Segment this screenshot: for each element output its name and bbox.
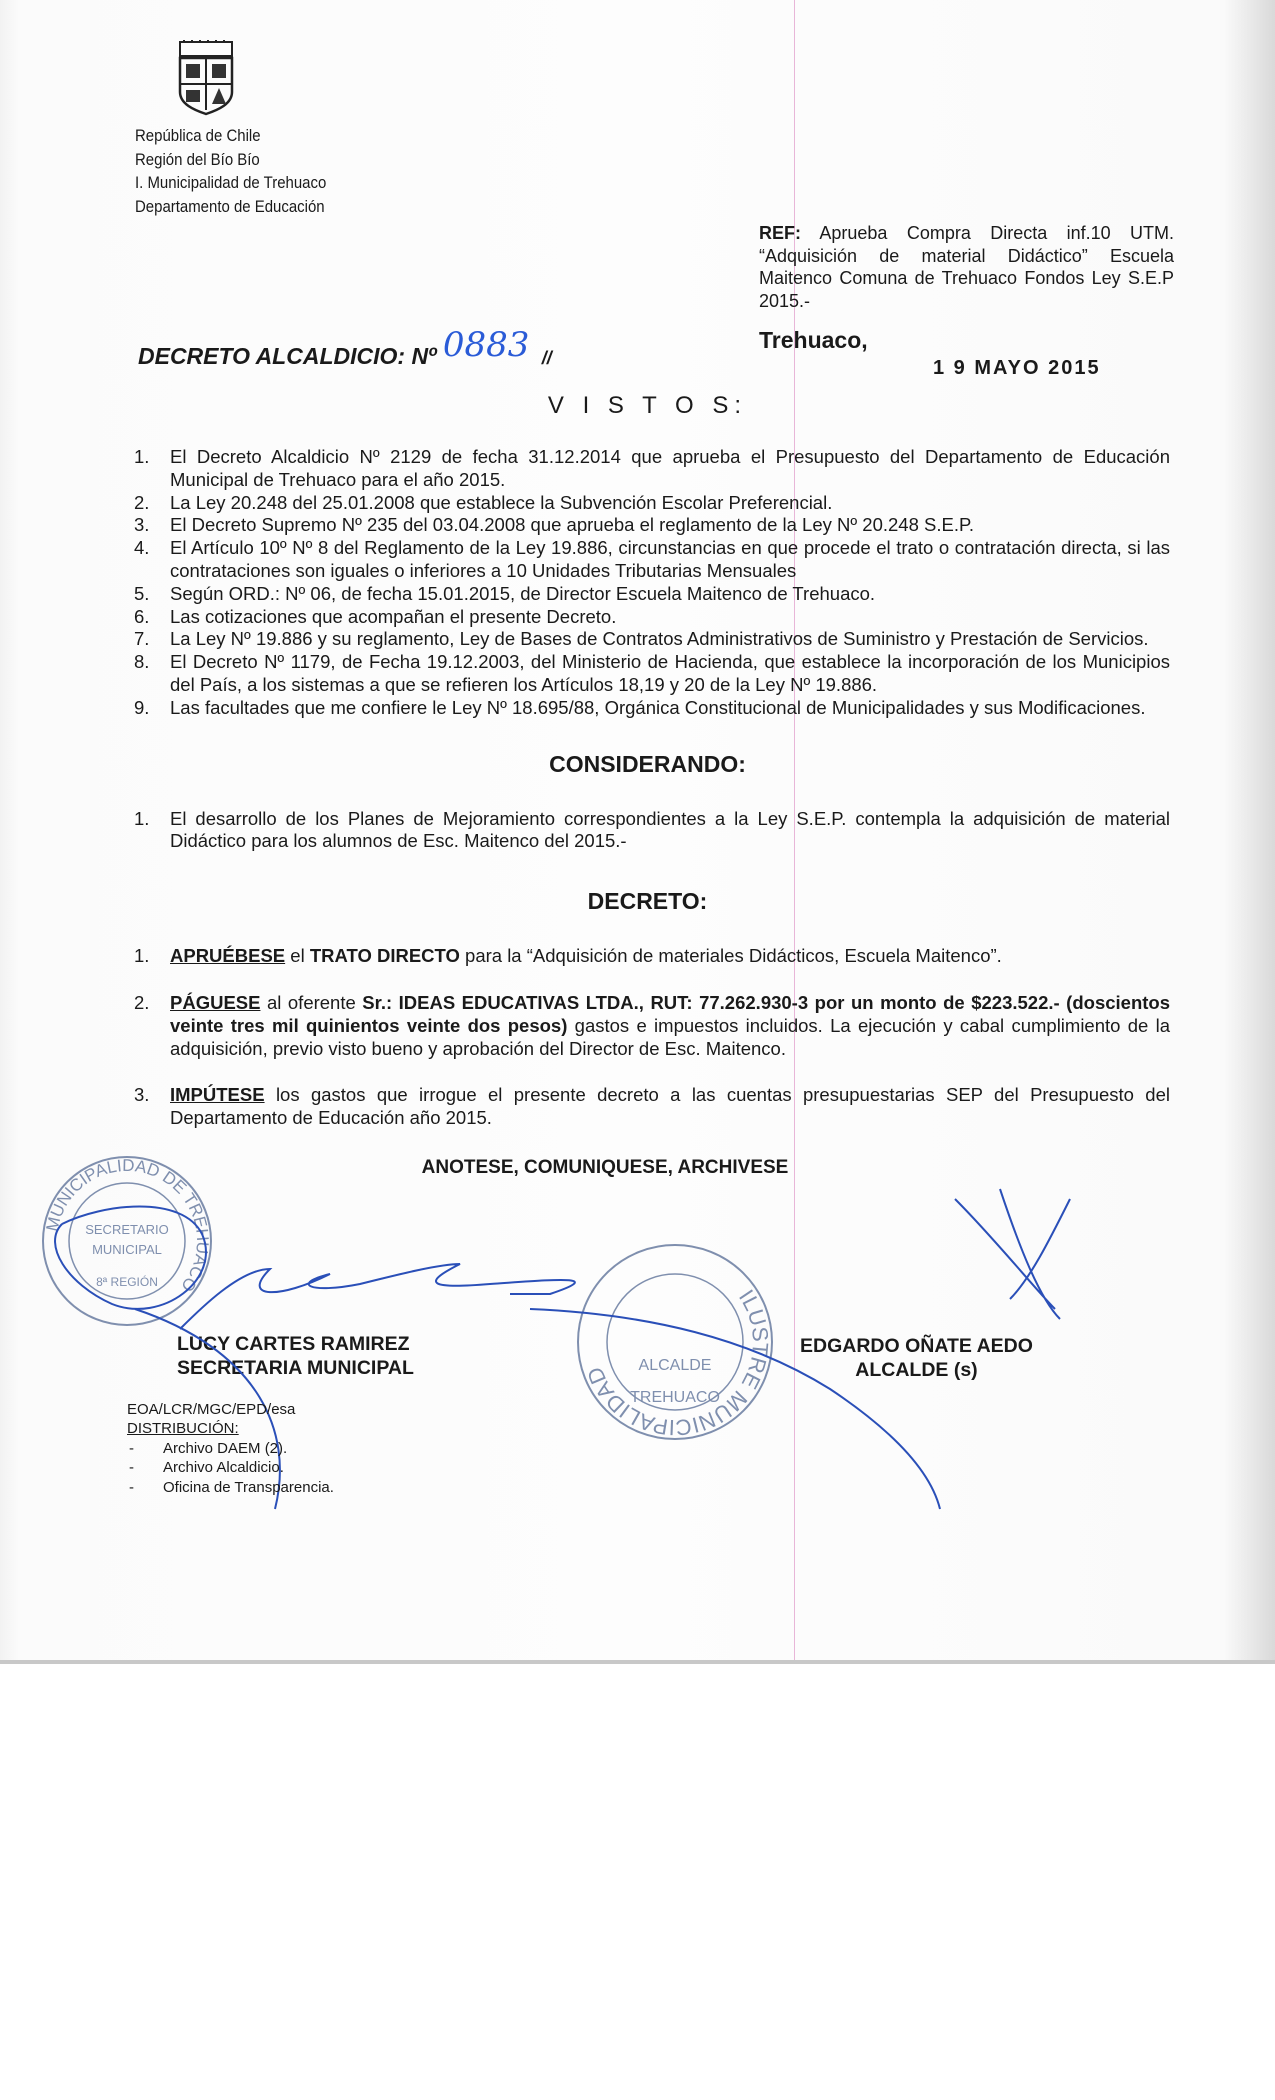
- letterhead-line: Región del Bío Bío: [135, 149, 260, 169]
- list-item: 6. Las cotizaciones que acompañan el presente Decreto.: [134, 605, 617, 627]
- signer-role: SECRETARIA MUNICIPAL: [177, 1356, 414, 1379]
- decreto-item-pay: 2. PÁGUESE al oferente Sr.: IDEAS EDUCATIVAS LTDA., RUT: 77.262.930-3 por un monto de $223.522.- (doscientos veinte tres mil quinientos veinte dos pesos) gastos e impuestos incluidos. La ejecución y cabal cumplimiento de la adquisición, previo visto bueno y aprobación del Director de Esc. Maitenco.: [134, 991, 1171, 1059]
- svg-text:MUNICIPAL: MUNICIPAL: [92, 1241, 162, 1257]
- distribution-label: DISTRIBUCIÓN:: [127, 1420, 239, 1438]
- svg-text:SECRETARIO: SECRETARIO: [85, 1221, 169, 1237]
- decreto-list: [134, 945, 1170, 1130]
- letterhead-line: I. Municipalidad de Trehuaco: [135, 173, 327, 192]
- closing-formula: ANOTESE, COMUNIQUESE, ARCHIVESE: [421, 1156, 789, 1178]
- list-item: 2. La Ley 20.248 del 25.01.2008 que establece la Subvención Escolar Preferencial.: [134, 491, 833, 513]
- footer-distribution: [127, 1400, 334, 1498]
- ref-label: REF:: [759, 223, 801, 243]
- list-item: 8. El Decreto Nº 1179, de Fecha 19.12.2003, del Ministerio de Hacienda, que establece la incorporación de los Municipios del País, a los sistemas a que se refieren los Artículos 18,19 y 20 de la Ley Nº 19.886.: [134, 651, 1170, 695]
- letterhead: [135, 124, 326, 218]
- decree-number: [138, 325, 552, 373]
- svg-text:ALCALDE: ALCALDE: [638, 1356, 712, 1374]
- list-item: 9. Las facultades que me confiere le Ley Nº 18.695/88, Orgánica Constitucional de Municipalidades y sus Modificaciones.: [134, 696, 1146, 718]
- vistos-heading: V I S T O S:: [547, 392, 748, 419]
- vistos-list: [134, 446, 1170, 720]
- initials: EOA/LCR/MGC/EPD/esa: [127, 1400, 296, 1418]
- signer-name: EDGARDO OÑATE AEDO: [800, 1334, 1033, 1357]
- letterhead-line: Departamento de Educación: [135, 196, 325, 216]
- svg-text:TREHUACO: TREHUACO: [630, 1388, 720, 1406]
- page-edge: [0, 1660, 1275, 1664]
- list-item: 4. El Artículo 10º Nº 8 del Reglamento de la Ley 19.886, circunstancias en que procede el trato o contratación directa, si las contrataciones son iguales o inferiores a 10 Unidades Tributarias Mensuales: [134, 537, 1170, 581]
- decree-body: [0, 392, 1275, 1512]
- decree-suffix: //: [541, 348, 552, 368]
- decreto-item-charge: 3. IMPÚTESE los gastos que irrogue el presente decreto a las cuentas presupuestarias SEP del Presupuesto del Departamento de Educación año 2015.: [134, 1084, 1170, 1129]
- list-item: 1. El desarrollo de los Planes de Mejoramiento correspondientes a la Ley S.E.P. contempla la adquisición de material Didáctico para los alumnos de Esc. Maitenco del 2015.-: [134, 807, 1170, 852]
- distribution-item: - Archivo Alcaldicio.: [127, 1458, 334, 1478]
- place: Trehuaco,: [759, 327, 868, 353]
- distribution-item: - Oficina de Transparencia.: [127, 1478, 334, 1498]
- decreto-heading: DECRETO:: [587, 888, 708, 915]
- svg-text:8ª REGIÓN: 8ª REGIÓN: [96, 1274, 158, 1289]
- svg-text:MUNICIPALIDAD DE TREHUACO: MUNICIPALIDAD DE TREHUACO: [42, 1155, 213, 1296]
- reference-column: [759, 222, 1174, 380]
- list-item: 1. El Decreto Alcaldicio Nº 2129 de fecha 31.12.2014 que aprueba el Presupuesto del Departamento de Educación Municipal de Trehuaco para el año 2015.: [134, 446, 1170, 490]
- handwritten-number: 0883: [442, 325, 530, 365]
- considerando-heading: CONSIDERANDO:: [549, 750, 746, 777]
- svg-text:ILUSTRE MUNICIPALIDAD: ILUSTRE MUNICIPALIDAD: [581, 1284, 774, 1441]
- list-item: 5. Según ORD.: Nº 06, de fecha 15.01.2015, de Director Escuela Maitenco de Trehuaco.: [134, 582, 876, 604]
- distribution-item: - Archivo DAEM (2).: [127, 1439, 334, 1459]
- signer-role: ALCALDE (s): [855, 1358, 978, 1381]
- ref-text: Aprueba Compra Directa inf.10 UTM. “Adquisición de material Didáctico” Escuela Maitenco Comuna de Trehuaco Fondos Ley S.E.P 2015.-: [759, 223, 1174, 311]
- list-item: 3. El Decreto Supremo Nº 235 del 03.04.2008 que aprueba el reglamento de la Ley Nº 20.248 S.E.P.: [134, 514, 975, 536]
- date-stamp: 1 9 MAYO 2015: [933, 357, 1101, 379]
- decree-title: DECRETO ALCALDICIO: Nº: [138, 343, 437, 369]
- decreto-item-approve: 1. APRUÉBESE el TRATO DIRECTO para la “Adquisición de materiales Didácticos, Escuela Maitenco”.: [134, 945, 1002, 967]
- list-item: 7. La Ley Nº 19.886 y su reglamento, Ley de Bases de Contratos Administrativos de Suministro y Prestación de Servicios.: [134, 628, 1149, 650]
- municipal-crest-icon: [174, 40, 238, 116]
- signer-name: LUCY CARTES RAMIREZ: [177, 1332, 410, 1355]
- letterhead-line: República de Chile: [135, 126, 261, 145]
- considerando-list: [134, 808, 1170, 854]
- reference-block: [759, 222, 1174, 312]
